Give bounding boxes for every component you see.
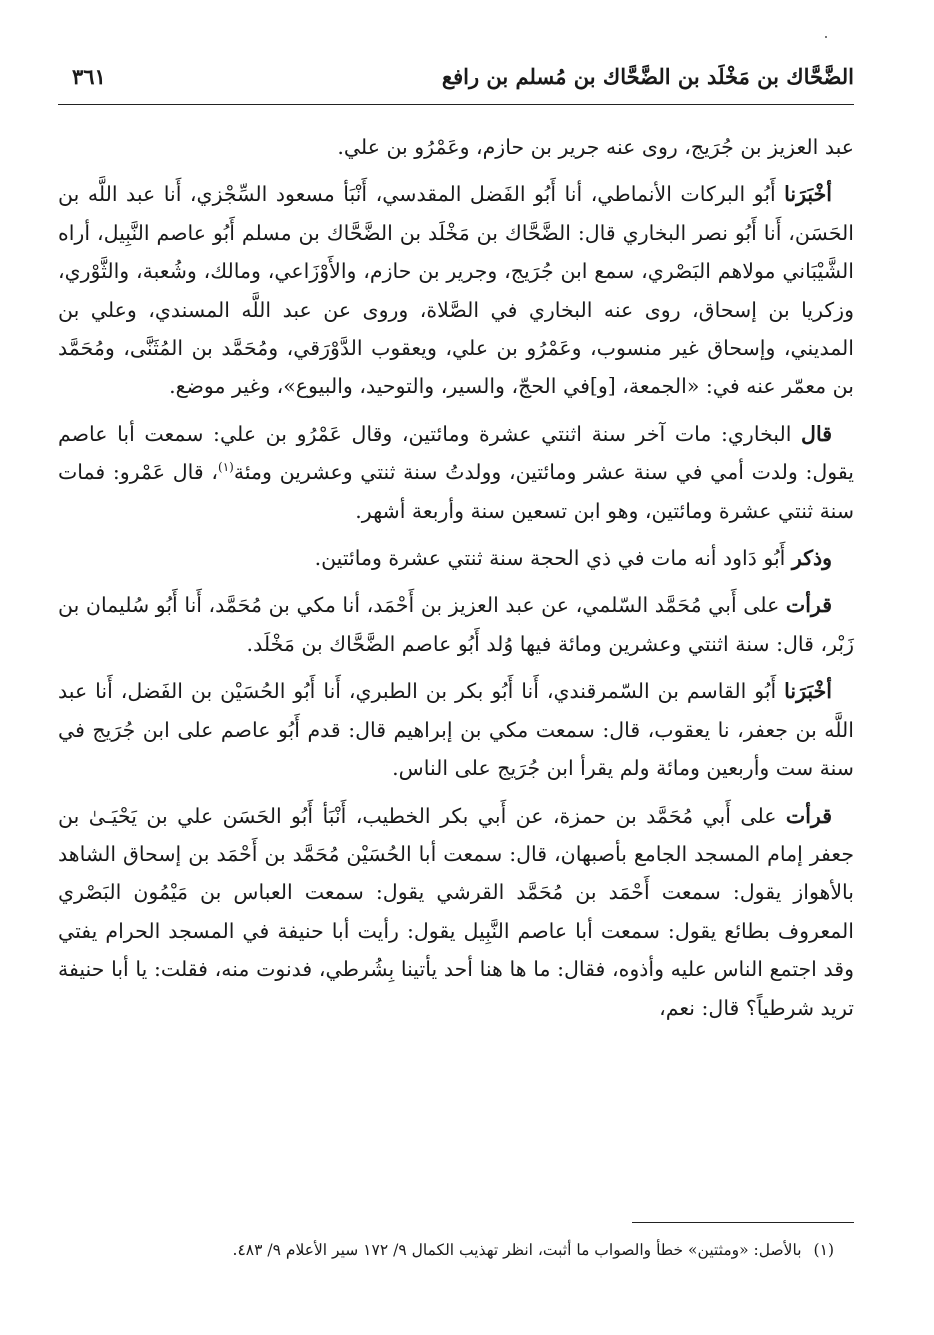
page-number: ٣٦١ bbox=[72, 64, 106, 89]
footnote-reference: (١) bbox=[218, 460, 234, 475]
paragraph-text: على أَبي مُحَمَّد السّلمي، عن عبد العزيز بن أَحْمَد، أنا مكي بن مُحَمَّد، أَنا أَبُو سُليمان بن زَبْر، قال: سنة اثنتي وعشرين ومائة فيها وُلد أَبُو عاصم الضَّحَّاك بن مَخْلَد. bbox=[58, 593, 854, 656]
paragraph-lead-word: وذكر bbox=[791, 546, 832, 571]
paragraph-text-tail: ، قال عَمْرو: فمات سنة ثنتي عشرة ومائتين، وهو ابن تسعين سنة وأربعة أشهر. bbox=[58, 460, 854, 523]
paragraph-text: على أَبي مُحَمَّد بن حمزة، عن أَبي بكر الخطيب، أَنْبَأ أَبُو الحَسَن علي بن يَحْيَـىٰ بن جعفر إمام المسجد الجامع بأصبهان، قال: سمعت أبا الحُسَيْن مُحَمَّد بن أَحْمَد بن إسحاق الشاهد بالأهواز يقول: سمعت أَحْمَد بن مُحَمَّد القرشي يقول: سمعت العباس بن مَيْمُون البَصْري المعروف بطائع يقول: سمعت أبا عاصم النَّبِيل يقول: رأيت أبا حنيفة في المسجد الحرام يفتي وقد اجتمع الناس عليه وأذوه، فقال: ما ها هنا أحد يأتينا بِشُرطي، فدنوت منه، فقلت: يا أبا حنيفة تريد شرطياً؟ قال: نعم، bbox=[58, 803, 854, 1020]
footnote bbox=[58, 1237, 834, 1263]
paragraph-lead-word: قرأت bbox=[785, 803, 832, 828]
paragraph-text: أَبُو القاسم بن السّمرقندي، أَنا أَبُو بكر بن الطبري، أَنا أَبُو الحُسَيْن بن الفَضل، أَنا عبد اللَّه بن جعفر، نا يعقوب، قال: سمعت مكي بن إبراهيم قال: قدم أَبُو عاصم على ابن جُرَيج في سنة ست وأربعين ومائة ولم يقرأ ابن جُرَيج على الناس. bbox=[58, 679, 854, 781]
paragraph-lead-word: أخْبَرَنا bbox=[784, 182, 832, 207]
paragraph-5 bbox=[58, 586, 854, 663]
paragraph-4 bbox=[58, 539, 854, 577]
paragraph-1 bbox=[58, 128, 854, 166]
header-title: الضَّحَّاك بن مَخْلَد بن الضَّحَّاك بن مُسلم بن رافع bbox=[441, 64, 854, 89]
footnote-separator bbox=[632, 1222, 854, 1223]
paragraph-6 bbox=[58, 672, 854, 787]
running-header bbox=[58, 56, 854, 105]
footnote-marker: (١) bbox=[813, 1241, 834, 1259]
paragraph-text: أَبُو دَاود أنه مات في ذي الحجة سنة ثنتي عشرة ومائتين. bbox=[314, 546, 792, 571]
scan-speck bbox=[825, 36, 827, 38]
paragraph-text: عبد العزيز بن جُرَيج، روى عنه جرير بن حازم، وعَمْرُو بن علي. bbox=[337, 135, 854, 159]
footnote-text: بالأصل: «ومثتين» خطأ والصواب ما أثبت، انظر تهذيب الكمال ٩/ ١٧٢ سير الأعلام ٩/ ٤٨٣. bbox=[232, 1241, 802, 1259]
main-text bbox=[58, 128, 854, 1036]
paragraph-text: البخاري: مات آخر سنة اثنتي عشرة ومائتين، وقال عَمْرُو بن علي: سمعت أبا عاصم يقول: ولدت أمي في سنة عشر ومائتين، وولدتُ سنة ثنتي وعشرين ومئة bbox=[58, 421, 854, 485]
paragraph-7 bbox=[58, 797, 854, 1027]
paragraph-text: أَبُو البركات الأنماطي، أنا أَبُو الفَضل المقدسي، أَنْبَأ مسعود السِّجْزي، أَنا عبد اللَّه بن الحَسَن، أَنا أَبُو نصر البخاري قال: الضَّحَّاك بن مَخْلَد بن الضَّحَّاك بن مسلم أَبُو عاصم النَّبِيل، أراه الشَّيْبَاني مولاهم البَصْري، سمع ابن جُرَيج، وجرير بن حازم، والأَوْزَاعي، ومالك، وشُعبة، والثَّوْري، وزكريا بن إسحاق، روى عنه البخاري في الصَّلاة، وروى عن عبد اللَّه المسندي، وعلي بن المديني، وإسحاق غير منسوب، وعَمْرُو بن علي، ويعقوب الدَّوْرَقي، ومُحَمَّد بن المُثَنَّى، ومُحَمَّد بن معمّر عنه في: «الجمعة، [و]في الحجّ، والسير، والتوحيد، والبيوع»، وغير موضع. bbox=[58, 182, 854, 399]
paragraph-lead-word: قرأت bbox=[785, 593, 832, 618]
paragraph-3 bbox=[58, 415, 854, 530]
paragraph-lead-word: أخْبَرَنا bbox=[784, 679, 832, 704]
paragraph-2 bbox=[58, 175, 854, 405]
paragraph-lead-word: قال bbox=[801, 421, 832, 446]
